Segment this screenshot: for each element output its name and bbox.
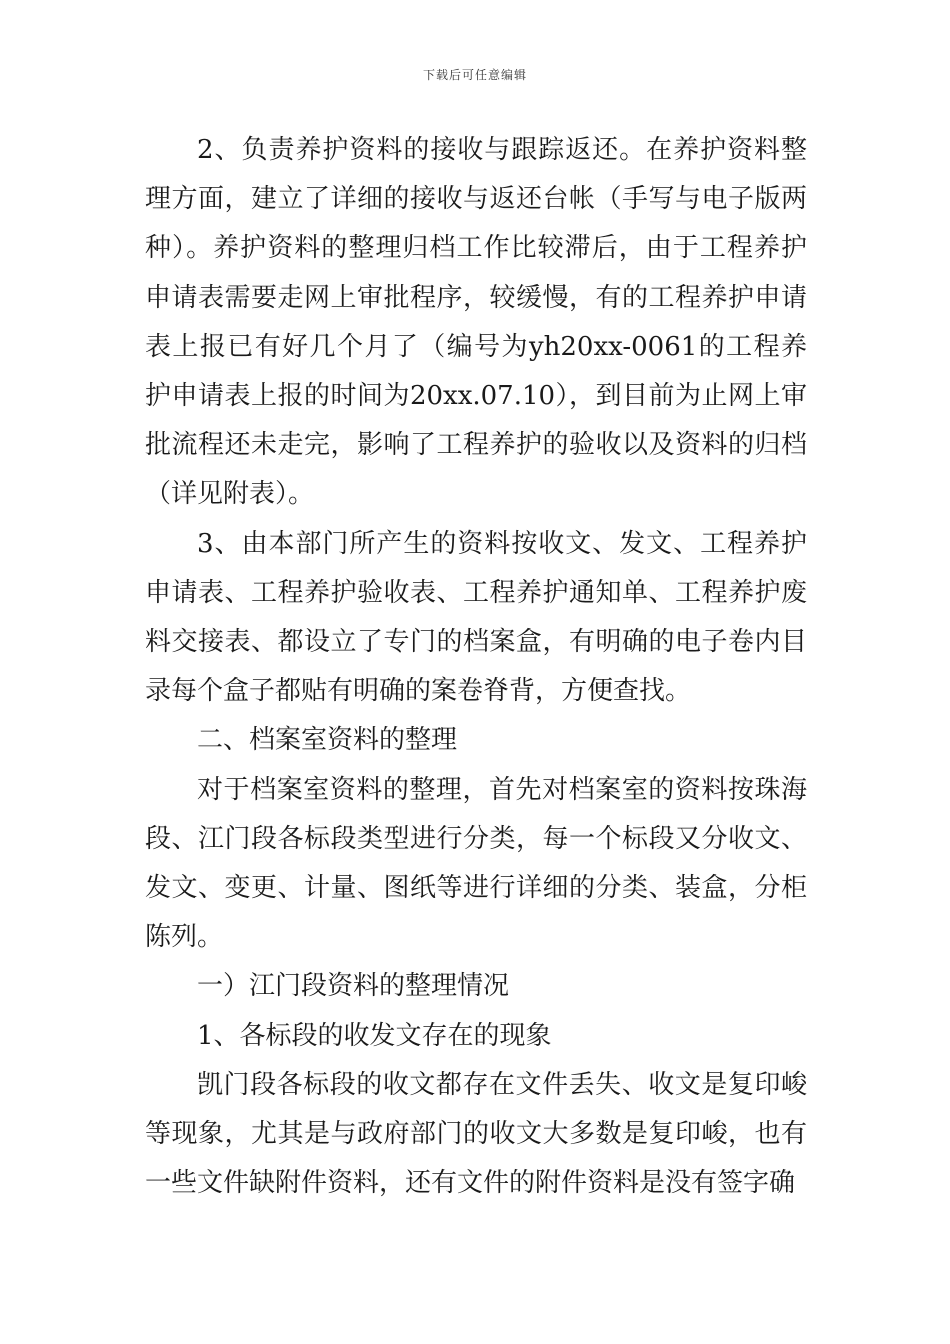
paragraph-item-3-archive-boxes: 3、由本部门所产生的资料按收文、发文、工程养护申请表、工程养护验收表、工程养护通知单、工程养护废料交接表、都设立了专门的档案盒，有明确的电子卷内目录每个盒子都贴有明确的案卷脊背，方便查找。	[145, 528, 807, 707]
document-body	[145, 126, 807, 1208]
section-heading-archive-room: 二、档案室资料的整理	[197, 725, 458, 756]
paragraph-item-2-archive-receipt: 2、负责养护资料的接收与跟踪返还。在养护资料整理方面，建立了详细的接收与返还台帐（手写与电子版两种）。养护资料的整理归档工作比较滞后，由于工程养护申请表需要走网上审批程序，较缓慢，有的工程养护申请表上报已有好几个月了（编号为yh20xx-0061的工程养护申请表上报的时间为20xx.07.10），到目前为止网上审批流程还未走完，影响了工程养护的验收以及资料的归档（详见附表）。	[145, 135, 807, 510]
page-header-note: 下载后可任意编辑	[422, 68, 527, 82]
subsection-heading-jiangmen: 一）江门段资料的整理情况	[197, 971, 510, 1002]
paragraph-document-issues: 凯门段各标段的收文都存在文件丢失、收文是复印峻等现象，尤其是与政府部门的收文大多数是复印峻，也有一些文件缺附件资料，还有文件的附件资料是没有签字确	[145, 1069, 807, 1199]
subsection-heading-item-1: 1、各标段的收发文存在的现象	[197, 1020, 552, 1051]
paragraph-archive-room-sorting: 对于档案室资料的整理，首先对档案室的资料按珠海段、江门段各标段类型进行分类，每一个标段又分收文、发文、变更、计量、图纸等进行详细的分类、装盒，分柜陈列。	[145, 774, 807, 953]
